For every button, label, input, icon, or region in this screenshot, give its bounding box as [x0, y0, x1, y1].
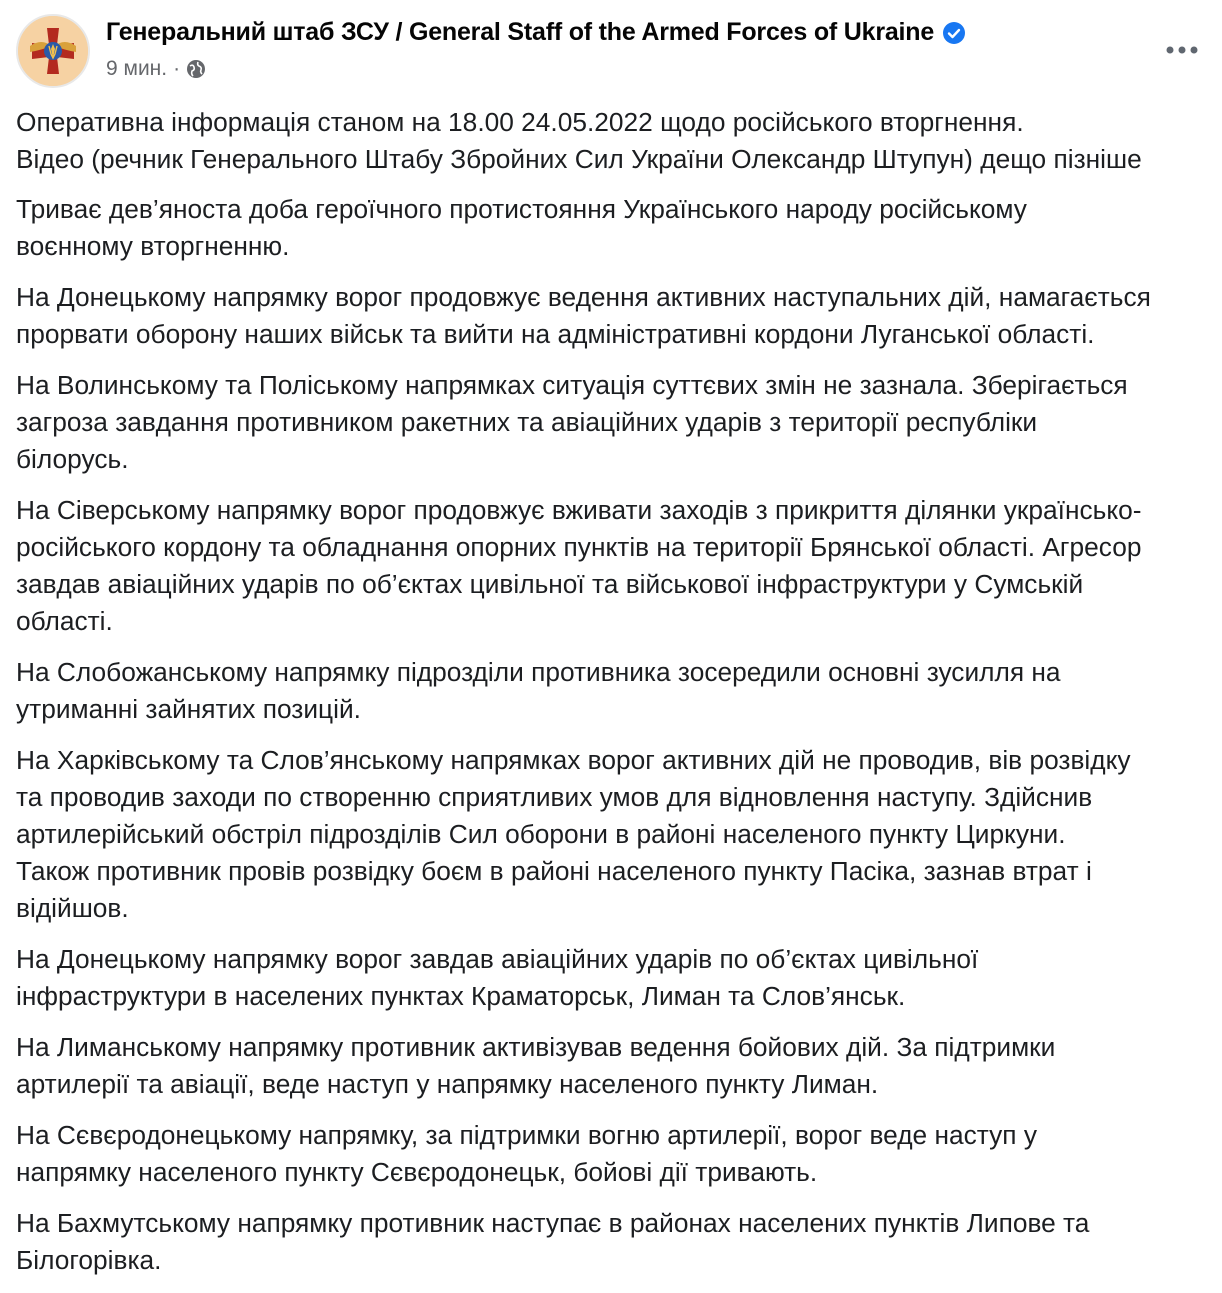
more-options-icon — [1166, 46, 1198, 54]
post-header — [16, 14, 1206, 92]
avatar[interactable] — [16, 14, 90, 88]
post-paragraph: На Волинському та Поліському напрямках ситуація суттєвих змін не зазнала. Зберігається загроза завдання противником ракетних та авіаційних ударів з території республіки білорусь. — [16, 370, 1128, 474]
verified-badge-icon — [942, 21, 966, 45]
author-name[interactable]: Генеральний штаб ЗСУ / General Staff of the Armed Forces of Ukraine — [106, 18, 935, 46]
author-block — [106, 18, 966, 81]
post-paragraph: На Сіверському напрямку ворог продовжує вживати заходів з прикриття ділянки українсько- російського кордону та обладнання опорних пунктів на території Брянської області. Агресор завдав авіаційних ударів по об’єктах цивільної та військової інфраструктури у Сумській області. — [16, 495, 1142, 636]
ukraine-armed-forces-emblem-icon — [18, 16, 88, 86]
meta-separator: · — [173, 57, 181, 80]
post-paragraph: На Слобожанському напрямку підрозділи противника зосередили основні зусилля на утриманні зайнятих позицій. — [16, 657, 1061, 724]
post-paragraph: На Лиманському напрямку противник активізував ведення бойових дій. За підтримки артилерії та авіації, веде наступ у напрямку населеного пункту Лиман. — [16, 1032, 1056, 1099]
post-meta — [106, 57, 966, 81]
post-paragraph: На Бахмутському напрямку противник наступає в районах населених пунктів Липове та Білогорівка. — [16, 1208, 1090, 1275]
post-paragraph: Оперативна інформація станом на 18.00 24.05.2022 щодо російського вторгнення. Відео (речник Генерального Штабу Збройних Сил України Олександр Штупун) дещо пізніше — [16, 107, 1142, 174]
post-timestamp[interactable]: 9 мин. — [106, 57, 168, 80]
post-paragraph: На Харківському та Слов’янському напрямках ворог активних дій не проводив, вів розвідку та проводив заходи по створенню сприятливих умов для відновлення наступу. Здійснив артилерійський обстріл підрозділів Сил оборони в районі населеного пункту Циркуни. Також противник провів розвідку боєм в районі населеного пункту Пасіка, зазнав втрат і відійшов. — [16, 745, 1131, 923]
post-text — [16, 104, 1216, 1293]
post-paragraph: На Донецькому напрямку ворог завдав авіаційних ударів по об’єктах цивільної інфраструктури в населених пунктах Краматорськ, Лиман та Слов’янськ. — [16, 944, 979, 1011]
globe-icon[interactable] — [186, 59, 206, 79]
post-paragraph: На Донецькому напрямку ворог продовжує ведення активних наступальних дій, намагається прорвати оборону наших військ та вийти на адміністративні кордони Луганської області. — [16, 282, 1151, 349]
post-paragraph: Триває дев’яноста доба героїчного протистояння Українського народу російському воєнному вторгненню. — [16, 194, 1027, 261]
author-line — [106, 18, 966, 47]
post-paragraph: На Сєвєродонецькому напрямку, за підтримки вогню артилерії, ворог веде наступ у напрямку населеного пункту Сєвєродонецьк, бойові дії тривають. — [16, 1120, 1037, 1187]
more-options-button[interactable] — [1162, 36, 1202, 64]
